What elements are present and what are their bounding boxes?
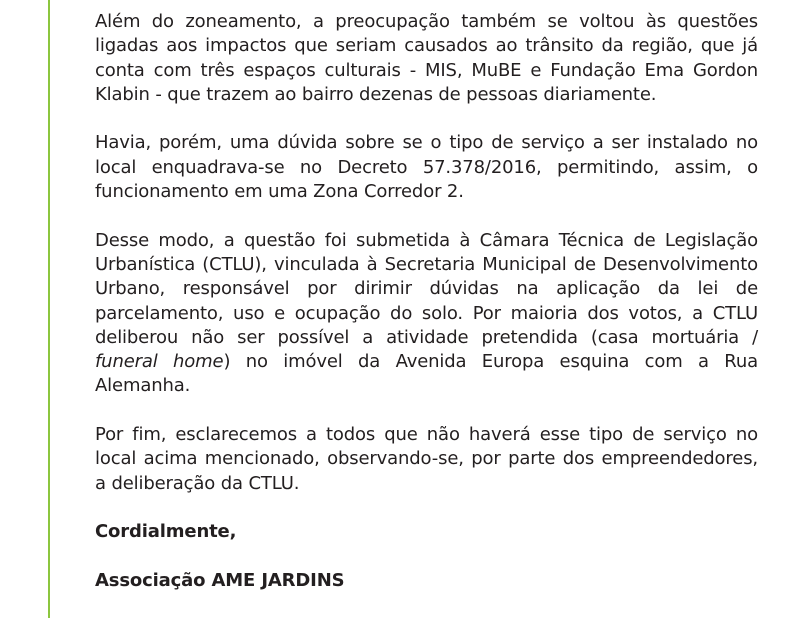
paragraph-conclusion: Por fim, esclarecemos a todos que não haverá esse tipo de serviço no local acima mencionado, observando-se, por parte dos empreendedores, a deliberação da CTLU. <box>95 424 758 494</box>
paragraph-ctlu-text-before: Desse modo, a questão foi submetida à Câmara Técnica de Legislação Urbanística (CTLU), vinculada à Secretaria Municipal de Desenvolvimento Urbano, responsável por dirimir dúvidas na aplicação da lei de parcelamento, uso e ocupação do solo. Por maioria dos votos, a CTLU deliberou não ser possível a atividade pretendida (casa mortuária / <box>95 229 758 348</box>
paragraph-zoning: Além do zoneamento, a preocupação também se voltou às questões ligadas aos impactos que seriam causados ao trânsito da região, que já conta com três espaços culturais - MIS, MuBE e Fundação Ema Gordon Klabin - que trazem ao bairro dezenas de pessoas diariamente. <box>95 11 758 105</box>
paragraph-ctlu-text-after: ) no imóvel da Avenida Europa esquina com a Rua Alemanha. <box>95 351 758 397</box>
closing-salutation: Cordialmente, <box>95 521 237 543</box>
green-margin-rule <box>48 0 50 618</box>
paragraph-ctlu-emphasis: funeral home <box>95 351 224 373</box>
paragraph-decree: Havia, porém, uma dúvida sobre se o tipo de serviço a ser instalado no local enquadrava-se no Decreto 57.378/2016, permitindo, assim, o funcionamento em uma Zona Corredor 2. <box>95 132 758 203</box>
paragraph-ctlu-decision <box>95 229 758 399</box>
signature-organization: Associação AME JARDINS <box>95 569 345 591</box>
letter-body <box>95 10 758 617</box>
